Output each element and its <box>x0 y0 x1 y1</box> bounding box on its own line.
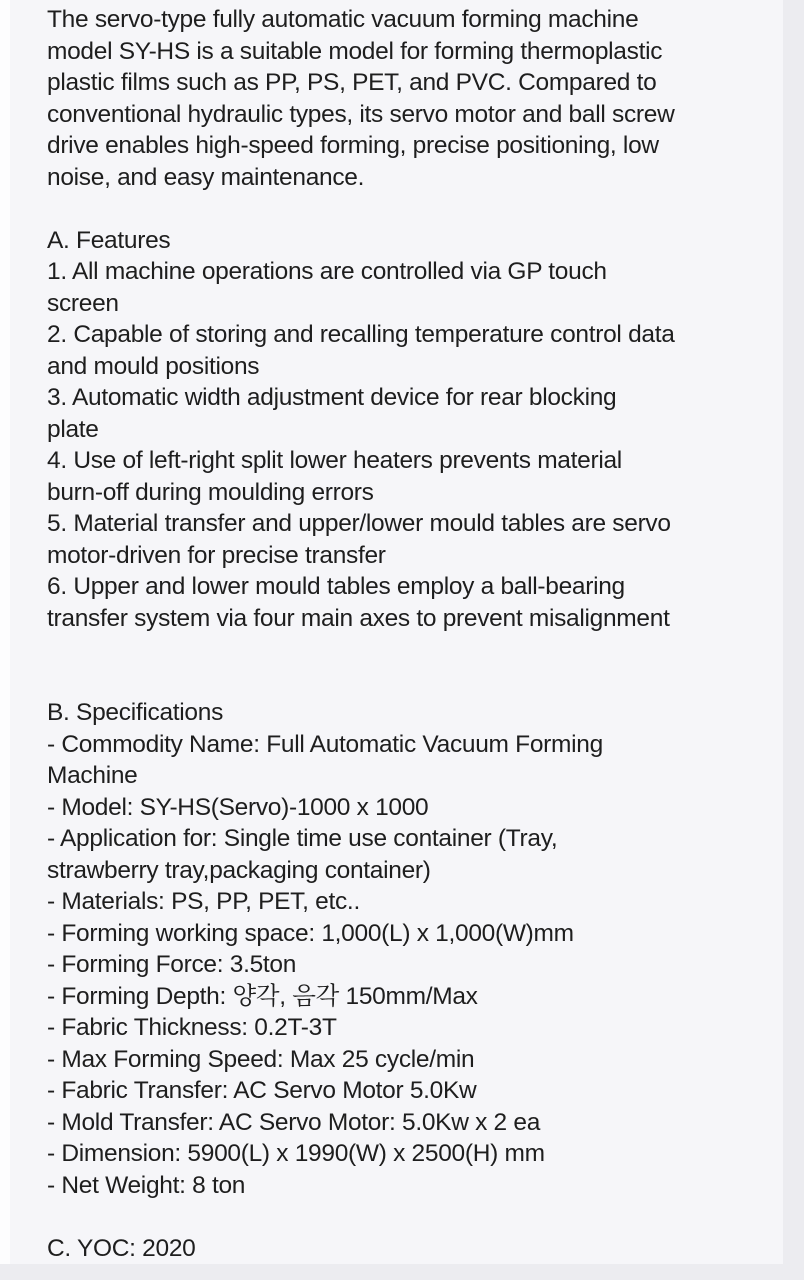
text-line: - Application for: Single time use container (Tray, <box>47 825 558 852</box>
text-line: 4. Use of left-right split lower heaters prevents material <box>47 447 622 474</box>
text-line: - Forming working space: 1,000(L) x 1,000(W)mm <box>47 919 574 947</box>
text-line: screen <box>47 289 119 317</box>
document-body <box>47 4 765 1264</box>
text-line: - Net Weight: 8 ton <box>47 1171 246 1199</box>
text-line: - Forming Depth: 양각, 음각 150mm/Max <box>47 982 478 1010</box>
text-line: 1. All machine operations are controlled via GP touch <box>47 258 607 285</box>
text-line: C. YOC: 2020 <box>47 1234 196 1262</box>
text-line: - Max Forming Speed: Max 25 cycle/min <box>47 1045 475 1073</box>
description-panel <box>10 0 783 1264</box>
text-line: - Fabric Transfer: AC Servo Motor 5.0Kw <box>47 1077 477 1104</box>
left-margin-strip <box>0 0 10 1264</box>
text-line: and mould positions <box>47 352 260 380</box>
text-line: - Commodity Name: Full Automatic Vacuum Forming <box>47 730 603 758</box>
text-line: 6. Upper and lower mould tables employ a ball-bearing <box>47 573 625 600</box>
text-line: 2. Capable of storing and recalling temperature control data <box>47 321 675 348</box>
text-line: conventional hydraulic types, its servo motor and ball screw <box>47 100 675 128</box>
specifications-section <box>47 697 765 1201</box>
text-line: transfer system via four main axes to prevent misalignment <box>47 604 670 632</box>
text-line: Machine <box>47 762 138 789</box>
text-line: The servo-type fully automatic vacuum forming machine <box>47 6 639 33</box>
text-line: B. Specifications <box>47 699 224 726</box>
text-line: 5. Material transfer and upper/lower mould tables are servo <box>47 510 671 537</box>
text-line: - Materials: PS, PP, PET, etc.. <box>47 888 360 915</box>
text-line: strawberry tray,packaging container) <box>47 856 431 884</box>
text-line: A. Features <box>47 226 171 254</box>
yoc-section <box>47 1233 765 1265</box>
text-line: noise, and easy maintenance. <box>47 163 365 191</box>
text-line: - Fabric Thickness: 0.2T-3T <box>47 1014 337 1041</box>
features-section <box>47 225 765 635</box>
text-line: plastic films such as PP, PS, PET, and PVC. Compared to <box>47 69 657 96</box>
text-line: 3. Automatic width adjustment device for rear blocking <box>47 384 617 411</box>
text-line: plate <box>47 415 99 443</box>
text-line: - Mold Transfer: AC Servo Motor: 5.0Kw x 2 ea <box>47 1108 541 1136</box>
text-line: - Model: SY-HS(Servo)-1000 x 1000 <box>47 793 429 821</box>
text-line: motor-driven for precise transfer <box>47 541 386 569</box>
text-line: drive enables high-speed forming, precise positioning, low <box>47 132 659 159</box>
text-line: model SY-HS is a suitable model for forming thermoplastic <box>47 37 663 65</box>
text-line: burn-off during moulding errors <box>47 478 374 506</box>
text-line: - Forming Force: 3.5ton <box>47 951 297 978</box>
intro-paragraph <box>47 4 765 193</box>
text-line: - Dimension: 5900(L) x 1990(W) x 2500(H) mm <box>47 1140 545 1167</box>
